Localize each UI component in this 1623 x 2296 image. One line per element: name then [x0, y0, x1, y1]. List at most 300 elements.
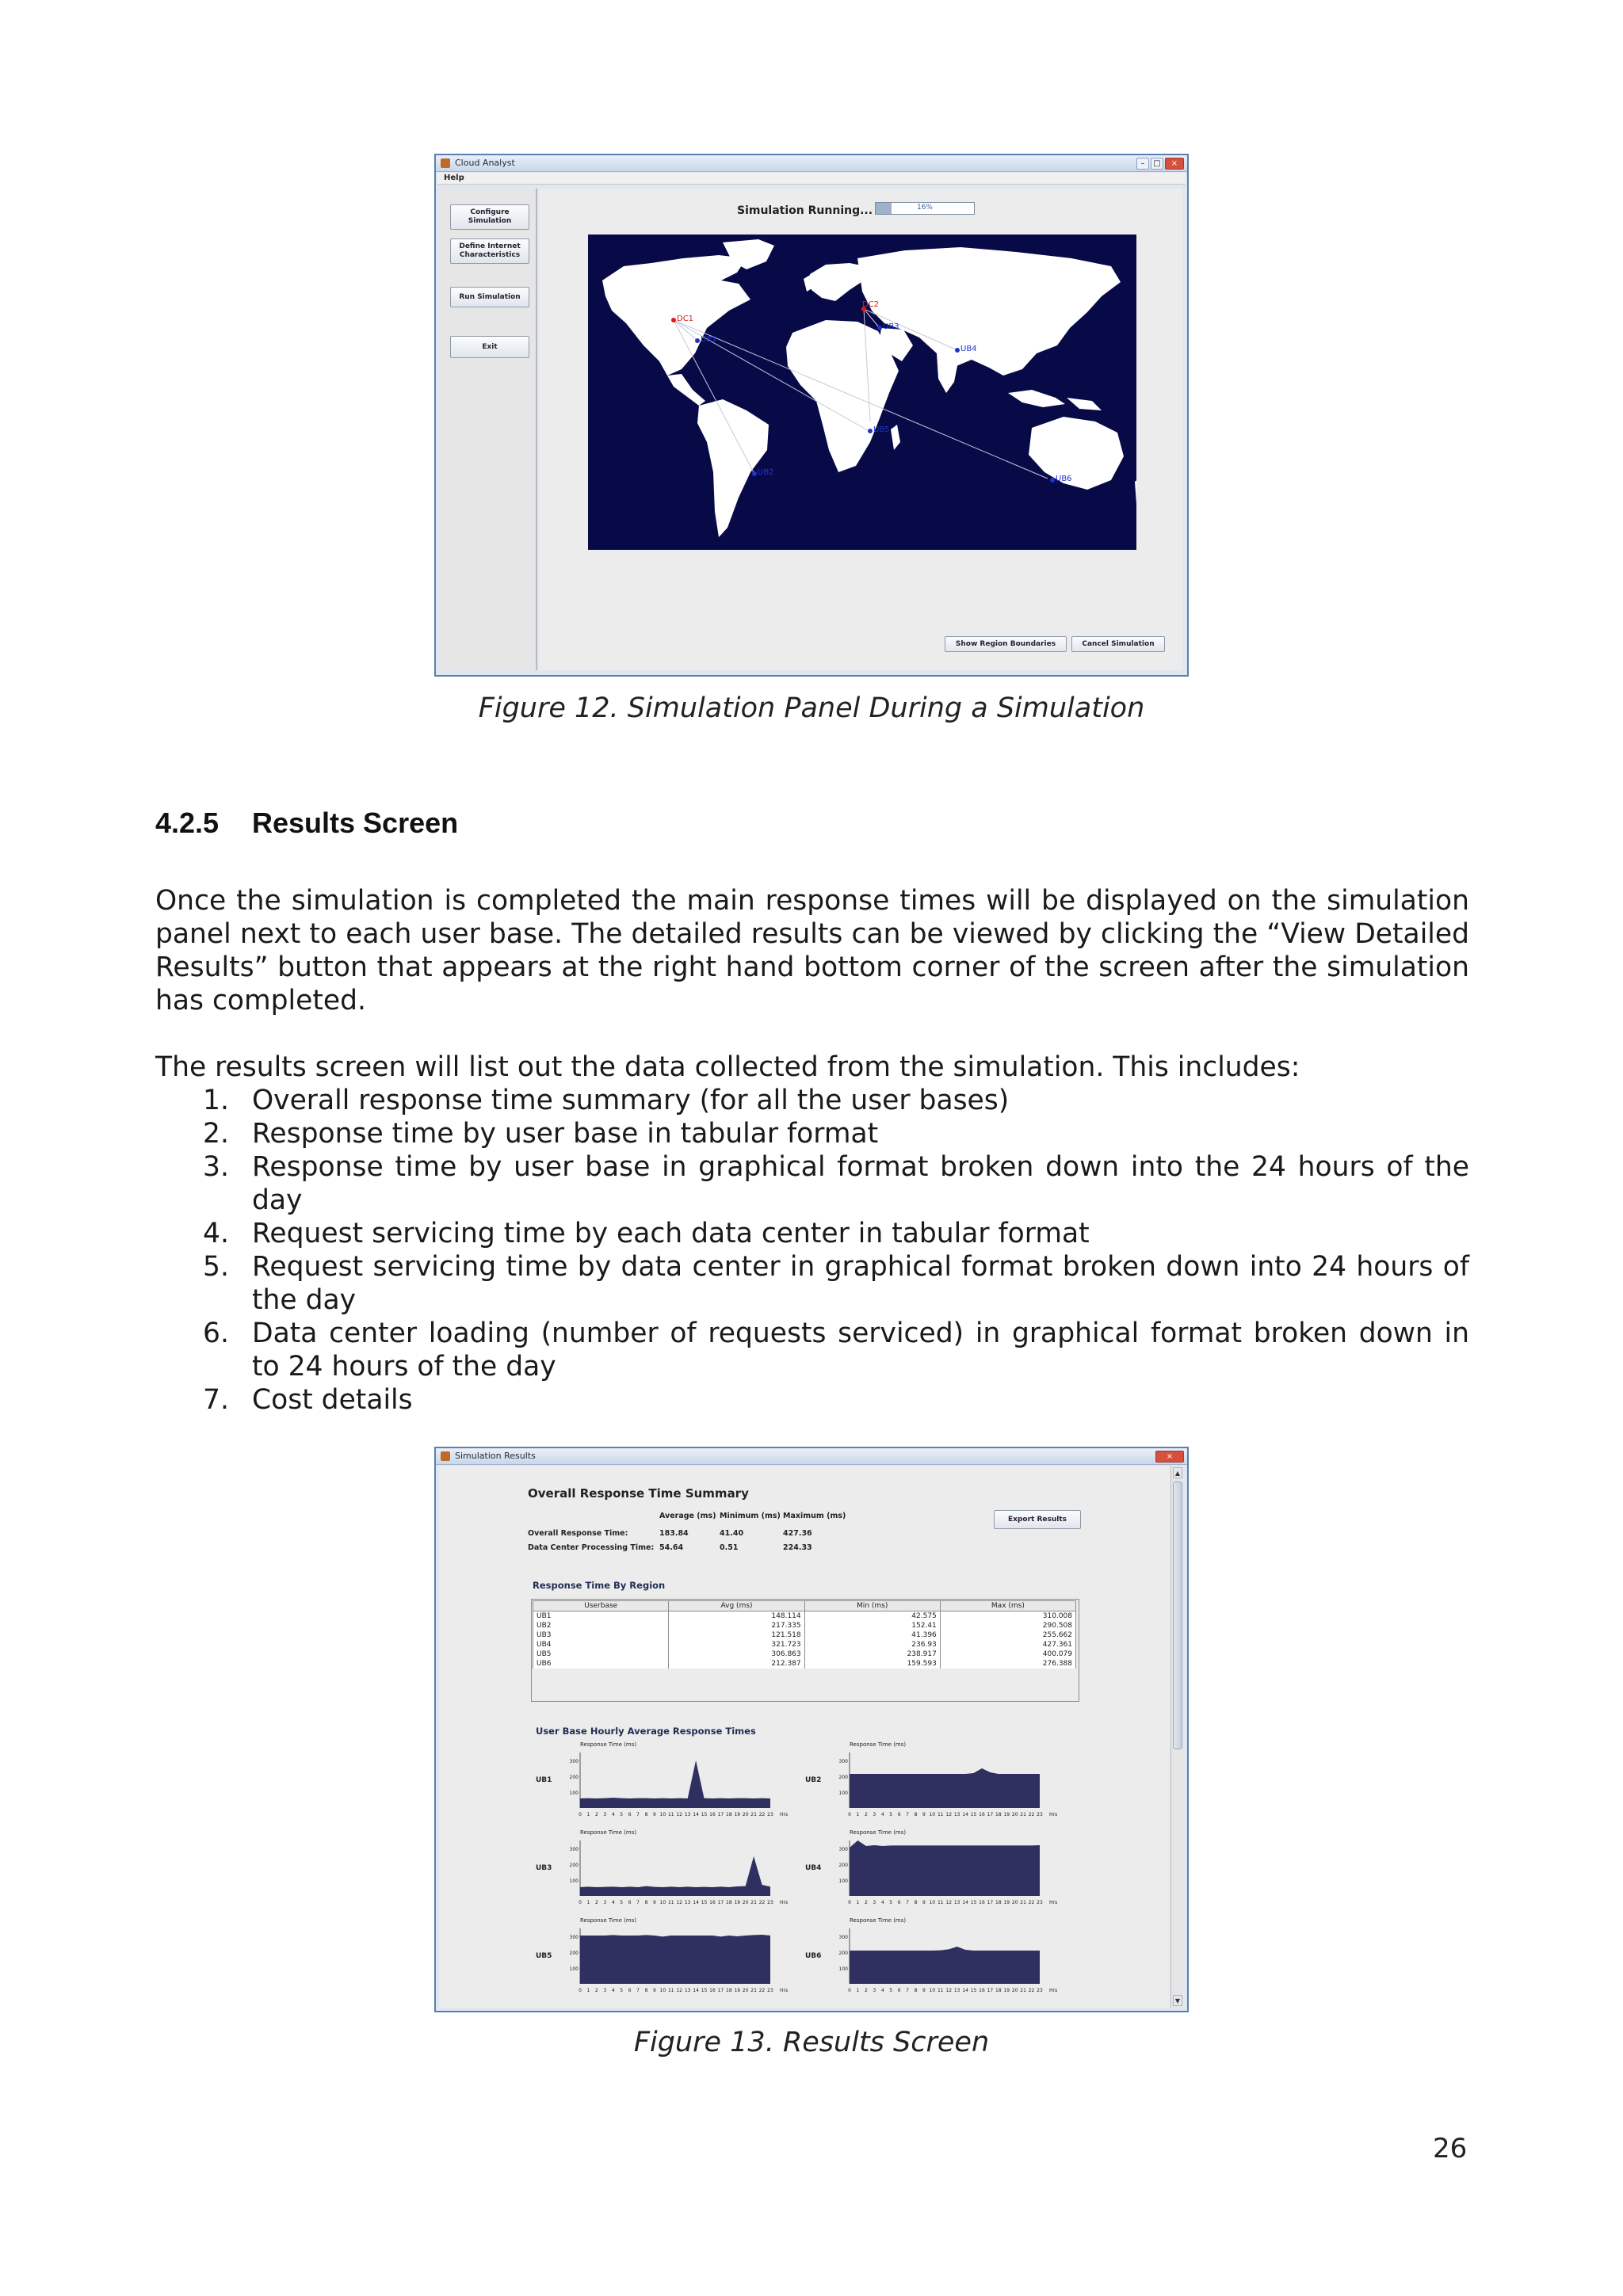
y-tick-label: 100 — [838, 1878, 848, 1884]
cell: 255.662 — [940, 1630, 1075, 1640]
x-tick-label: 3 — [873, 1900, 876, 1905]
cell: 427.361 — [940, 1640, 1075, 1650]
x-tick-label: 10 — [659, 1900, 666, 1905]
y-tick-label: 300 — [838, 1935, 848, 1940]
cell: 152.41 — [804, 1621, 940, 1630]
x-tick-label: 23 — [767, 1900, 773, 1905]
hourly-chart-ub3 — [564, 1828, 826, 1915]
table-row[interactable] — [533, 1630, 1076, 1640]
x-tick-label: 13 — [684, 1988, 691, 1993]
cell: 121.518 — [669, 1630, 804, 1640]
x-tick-label: 9 — [652, 1900, 656, 1905]
x-tick-label: 5 — [889, 1988, 893, 1993]
region-table — [533, 1600, 1076, 1669]
ub5-label: UB5 — [873, 425, 890, 434]
x-tick-label: 2 — [594, 1900, 598, 1905]
cell: 400.079 — [940, 1650, 1075, 1659]
list-text: to 24 hours of the day — [252, 1351, 556, 1383]
paragraph-1-line: panel next to each user base. The detailed results can be viewed by clicking the “View Detailed — [155, 918, 1469, 950]
list-number: 6. — [203, 1318, 229, 1349]
x-tick-label: 3 — [873, 1812, 876, 1817]
list-number: 5. — [203, 1251, 229, 1283]
paragraph-1-line: Once the simulation is completed the main response times will be displayed on the simulation — [155, 885, 1469, 917]
x-tick-label: 9 — [922, 1988, 926, 1993]
x-tick-label: 6 — [628, 1988, 632, 1993]
cell: UB1 — [533, 1611, 669, 1622]
x-tick-label: 13 — [684, 1812, 691, 1817]
paragraph-2-line: The results screen will list out the data collected from the simulation. This includes: — [155, 1051, 1300, 1083]
window-titlebar — [436, 1448, 1187, 1465]
x-tick-label: 14 — [693, 1988, 699, 1993]
export-results-button[interactable]: Export Results — [994, 1510, 1081, 1529]
maximize-icon[interactable]: □ — [1151, 158, 1163, 170]
cell: UB2 — [533, 1621, 669, 1630]
x-tick-label: 16 — [709, 1812, 716, 1817]
x-tick-label: 5 — [889, 1812, 893, 1817]
column-header[interactable]: Max (ms) — [940, 1601, 1075, 1611]
dc2-label: DC2 — [862, 300, 880, 309]
x-tick-label: 15 — [970, 1900, 977, 1905]
x-tick-label: 17 — [717, 1988, 724, 1993]
list-number: 3. — [203, 1151, 229, 1183]
cell: 217.335 — [669, 1621, 804, 1630]
x-tick-label: 7 — [636, 1988, 640, 1993]
x-tick-label: 21 — [1020, 1812, 1026, 1817]
area-series-ub2 — [850, 1768, 1040, 1808]
x-tick-label: 19 — [734, 1812, 741, 1817]
x-tick-label: 5 — [620, 1988, 624, 1993]
x-tick-label: 7 — [906, 1988, 909, 1993]
y-tick-label: 200 — [838, 1775, 848, 1780]
paragraph-1 — [155, 884, 1469, 1017]
x-axis-unit: Hrs — [1049, 1900, 1058, 1905]
x-tick-label: 23 — [1037, 1812, 1043, 1817]
list-text: the day — [252, 1284, 357, 1316]
ub3-label: UB3 — [883, 322, 899, 331]
list-item — [155, 1084, 1469, 1117]
cell: 159.593 — [804, 1659, 940, 1669]
chart-ylabel: Response Time (ms) — [580, 1741, 637, 1748]
x-tick-label: 0 — [848, 1812, 851, 1817]
x-tick-label: 8 — [644, 1988, 648, 1993]
ub1-label: UB1 — [701, 335, 717, 344]
x-tick-label: 16 — [979, 1900, 985, 1905]
ub5-marker[interactable] — [868, 429, 873, 433]
list-item — [155, 1250, 1469, 1317]
x-tick-label: 20 — [1011, 1900, 1018, 1905]
list-item — [155, 1317, 1469, 1383]
figure-13-caption: Figure 13. Results Screen — [633, 2027, 990, 2058]
define-internet-characteristics-button[interactable]: Define Internet Characteristics — [450, 238, 529, 264]
summary-header-max: Maximum (ms) — [783, 1512, 846, 1520]
y-tick-label: 200 — [838, 1863, 848, 1868]
x-tick-label: 6 — [628, 1900, 632, 1905]
cell: 321.723 — [669, 1640, 804, 1650]
menu-bar — [437, 173, 1186, 185]
cell: UB5 — [533, 1650, 669, 1659]
summary-title: Overall Response Time Summary — [528, 1486, 749, 1501]
dc1-marker[interactable] — [671, 318, 676, 322]
hourly-chart-title: User Base Hourly Average Response Times — [536, 1726, 756, 1737]
x-tick-label: 20 — [1011, 1812, 1018, 1817]
x-tick-label: 17 — [987, 1812, 994, 1817]
cell: 212.387 — [669, 1659, 804, 1669]
exit-button[interactable]: Exit — [450, 336, 529, 358]
x-tick-label: 5 — [620, 1812, 624, 1817]
x-tick-label: 1 — [586, 1900, 590, 1905]
x-axis-unit: Hrs — [1049, 1812, 1058, 1817]
x-tick-label: 18 — [995, 1812, 1002, 1817]
paragraph-1-line: Results” button that appears at the right hand bottom corner of the screen after the simulation — [155, 952, 1469, 983]
x-tick-label: 12 — [676, 1988, 683, 1993]
x-tick-label: 22 — [758, 1900, 766, 1905]
x-tick-label: 0 — [848, 1988, 851, 1993]
x-tick-label: 22 — [1028, 1812, 1035, 1817]
cell: 42.575 — [804, 1611, 940, 1622]
hourly-chart-ub5 — [564, 1916, 826, 2003]
ub2-marker[interactable] — [752, 471, 757, 476]
close-icon[interactable]: × — [1165, 158, 1184, 170]
x-tick-label: 6 — [628, 1812, 632, 1817]
ub4-label: UB4 — [960, 345, 977, 353]
world-map — [588, 235, 1136, 550]
x-tick-label: 10 — [659, 1812, 666, 1817]
x-tick-label: 23 — [767, 1988, 773, 1993]
x-tick-label: 22 — [1028, 1900, 1035, 1905]
x-tick-label: 7 — [636, 1812, 640, 1817]
x-tick-label: 2 — [864, 1900, 868, 1905]
window-title: Cloud Analyst — [455, 158, 515, 168]
x-tick-label: 22 — [758, 1812, 766, 1817]
window-titlebar — [436, 155, 1187, 172]
x-tick-label: 13 — [684, 1900, 691, 1905]
x-tick-label: 21 — [750, 1812, 757, 1817]
x-tick-label: 21 — [750, 1900, 757, 1905]
x-tick-label: 14 — [962, 1812, 968, 1817]
x-tick-label: 4 — [611, 1812, 615, 1817]
x-tick-label: 11 — [667, 1988, 674, 1993]
cell: 290.508 — [940, 1621, 1075, 1630]
x-axis-unit: Hrs — [780, 1900, 789, 1905]
x-tick-label: 13 — [953, 1812, 960, 1817]
y-tick-label: 100 — [569, 1878, 579, 1884]
summary-row-label: Data Center Processing Time: — [528, 1543, 655, 1552]
summary-row-min: 41.40 — [720, 1529, 744, 1538]
table-row[interactable] — [533, 1640, 1076, 1650]
y-tick-label: 200 — [569, 1863, 579, 1868]
cell: UB6 — [533, 1659, 669, 1669]
list-item — [155, 1117, 1469, 1150]
x-tick-label: 18 — [726, 1812, 732, 1817]
x-tick-label: 19 — [1003, 1988, 1010, 1993]
x-tick-label: 3 — [603, 1900, 607, 1905]
list-text: Request servicing time by each data center in tabular format — [252, 1218, 1090, 1249]
y-tick-label: 100 — [569, 1966, 579, 1972]
paragraph-2 — [155, 1051, 1469, 1084]
app-icon — [441, 1451, 450, 1461]
section-number: 4.2.5 — [155, 807, 220, 839]
x-tick-label: 23 — [1037, 1900, 1043, 1905]
x-tick-label: 8 — [644, 1812, 648, 1817]
y-tick-label: 200 — [838, 1951, 848, 1956]
column-header[interactable]: Userbase — [533, 1601, 669, 1611]
list-text: day — [252, 1184, 303, 1216]
x-tick-label: 6 — [897, 1812, 901, 1817]
chart-series-label: UB3 — [536, 1864, 552, 1872]
scroll-down-icon[interactable]: ▼ — [1173, 1995, 1182, 2006]
simulation-status-label: Simulation Running... — [737, 204, 873, 217]
x-tick-label: 0 — [579, 1988, 582, 1993]
list-text: Overall response time summary (for all the user bases) — [252, 1085, 1010, 1116]
menu-help[interactable]: Help — [444, 174, 464, 182]
x-tick-label: 10 — [929, 1900, 936, 1905]
x-tick-label: 13 — [953, 1988, 960, 1993]
x-tick-label: 12 — [945, 1900, 953, 1905]
x-tick-label: 12 — [945, 1812, 953, 1817]
ub1-marker[interactable] — [695, 338, 700, 343]
app-icon — [441, 158, 450, 168]
x-tick-label: 10 — [929, 1812, 936, 1817]
chart-series-label: UB5 — [536, 1952, 552, 1960]
x-axis-unit: Hrs — [780, 1812, 789, 1817]
x-tick-label: 3 — [603, 1988, 607, 1993]
region-table-title: Response Time By Region — [533, 1580, 666, 1591]
x-tick-label: 17 — [717, 1812, 724, 1817]
x-tick-label: 1 — [586, 1812, 590, 1817]
summary-row-avg: 183.84 — [659, 1529, 689, 1538]
x-tick-label: 17 — [987, 1988, 994, 1993]
hourly-chart-ub4 — [834, 1828, 1095, 1915]
page-number: 26 — [1433, 2133, 1468, 2164]
list-number: 1. — [203, 1085, 229, 1116]
chart-series-label: UB4 — [805, 1864, 822, 1872]
cell: 41.396 — [804, 1630, 940, 1640]
close-icon[interactable]: × — [1155, 1451, 1184, 1463]
x-tick-label: 23 — [767, 1812, 773, 1817]
table-row[interactable] — [533, 1650, 1076, 1659]
x-tick-label: 21 — [1020, 1900, 1026, 1905]
x-tick-label: 20 — [742, 1812, 749, 1817]
x-tick-label: 18 — [995, 1900, 1002, 1905]
list-item — [155, 1217, 1469, 1250]
summary-header-min: Minimum (ms) — [720, 1512, 781, 1520]
chart-series-label: UB1 — [536, 1776, 552, 1784]
y-tick-label: 100 — [838, 1966, 848, 1972]
column-header[interactable]: Min (ms) — [804, 1601, 940, 1611]
x-tick-label: 18 — [726, 1900, 732, 1905]
y-tick-label: 300 — [838, 1847, 848, 1852]
x-tick-label: 11 — [667, 1812, 674, 1817]
x-tick-label: 6 — [897, 1900, 901, 1905]
x-tick-label: 2 — [864, 1812, 868, 1817]
x-tick-label: 5 — [889, 1900, 893, 1905]
cell: UB4 — [533, 1640, 669, 1650]
hourly-chart-ub6 — [834, 1916, 1095, 2003]
x-tick-label: 18 — [726, 1988, 732, 1993]
x-tick-label: 20 — [742, 1988, 749, 1993]
x-tick-label: 19 — [1003, 1812, 1010, 1817]
configure-simulation-button[interactable]: Configure Simulation — [450, 204, 529, 230]
section-heading — [155, 807, 458, 840]
x-axis-unit: Hrs — [780, 1988, 789, 1993]
x-tick-label: 7 — [906, 1900, 909, 1905]
table-row[interactable] — [533, 1659, 1076, 1669]
list-number: 2. — [203, 1118, 229, 1150]
cell: UB3 — [533, 1630, 669, 1640]
x-tick-label: 11 — [937, 1988, 944, 1993]
x-tick-label: 11 — [937, 1812, 944, 1817]
x-tick-label: 8 — [914, 1988, 918, 1993]
show-region-boundaries-button[interactable]: Show Region Boundaries — [945, 636, 1067, 652]
list-number: 7. — [203, 1384, 229, 1416]
x-tick-label: 20 — [742, 1900, 749, 1905]
x-tick-label: 7 — [906, 1812, 909, 1817]
area-series-ub6 — [850, 1947, 1040, 1984]
list-text: Response time by user base in tabular format — [252, 1118, 879, 1150]
x-tick-label: 0 — [579, 1812, 582, 1817]
y-tick-label: 300 — [569, 1759, 579, 1764]
ub4-marker[interactable] — [955, 348, 960, 353]
x-tick-label: 9 — [922, 1812, 926, 1817]
table-row[interactable] — [533, 1611, 1076, 1622]
x-tick-label: 12 — [945, 1988, 953, 1993]
progress-text: 16% — [916, 204, 933, 212]
world-map-graphic — [588, 235, 1136, 550]
figure-12-caption: Figure 12. Simulation Panel During a Simulation — [478, 692, 1145, 724]
x-tick-label: 15 — [701, 1900, 708, 1905]
x-tick-label: 17 — [717, 1900, 724, 1905]
x-tick-label: 4 — [611, 1988, 615, 1993]
vertical-scrollbar[interactable] — [1170, 1466, 1184, 2008]
x-tick-label: 14 — [962, 1988, 968, 1993]
x-tick-label: 7 — [636, 1900, 640, 1905]
x-tick-label: 8 — [914, 1812, 918, 1817]
summary-row-avg: 54.64 — [659, 1543, 684, 1552]
area-series-ub1 — [580, 1760, 770, 1808]
x-tick-label: 18 — [995, 1988, 1002, 1993]
x-tick-label: 12 — [676, 1900, 683, 1905]
x-tick-label: 4 — [880, 1812, 884, 1817]
x-tick-label: 14 — [962, 1900, 968, 1905]
area-series-ub5 — [580, 1935, 770, 1984]
cell: 310.008 — [940, 1611, 1075, 1622]
x-tick-label: 19 — [734, 1900, 741, 1905]
x-tick-label: 15 — [970, 1988, 977, 1993]
x-tick-label: 4 — [611, 1900, 615, 1905]
ub3-marker[interactable] — [877, 326, 882, 330]
chart-ylabel: Response Time (ms) — [850, 1917, 907, 1924]
x-tick-label: 1 — [586, 1988, 590, 1993]
table-row[interactable] — [533, 1621, 1076, 1630]
x-tick-label: 15 — [701, 1812, 708, 1817]
x-tick-label: 9 — [652, 1988, 656, 1993]
summary-row-label: Overall Response Time: — [528, 1529, 628, 1538]
minimize-icon[interactable]: – — [1136, 158, 1149, 170]
list-text: Data center loading (number of requests serviced) in graphical format broken down in — [252, 1318, 1469, 1349]
x-tick-label: 8 — [914, 1900, 918, 1905]
x-tick-label: 4 — [880, 1900, 884, 1905]
x-tick-label: 11 — [937, 1900, 944, 1905]
column-header[interactable]: Avg (ms) — [669, 1601, 804, 1611]
dc1-label: DC1 — [677, 315, 694, 323]
x-tick-label: 10 — [659, 1988, 666, 1993]
scrollbar-thumb[interactable] — [1173, 1482, 1182, 1749]
x-tick-label: 15 — [701, 1988, 708, 1993]
x-tick-label: 2 — [594, 1812, 598, 1817]
list-text: Response time by user base in graphical format broken down into the 24 hours of the — [252, 1151, 1469, 1183]
cancel-simulation-button[interactable]: Cancel Simulation — [1071, 636, 1165, 652]
x-tick-label: 22 — [1028, 1988, 1035, 1993]
run-simulation-button[interactable]: Run Simulation — [450, 287, 529, 307]
y-tick-label: 300 — [569, 1847, 579, 1852]
x-tick-label: 11 — [667, 1900, 674, 1905]
ub6-marker[interactable] — [1050, 478, 1055, 482]
x-tick-label: 23 — [1037, 1988, 1043, 1993]
x-tick-label: 12 — [676, 1812, 683, 1817]
x-tick-label: 20 — [1011, 1988, 1018, 1993]
cell: 306.863 — [669, 1650, 804, 1659]
y-tick-label: 200 — [569, 1775, 579, 1780]
simulation-results-window — [434, 1447, 1189, 2012]
y-tick-label: 100 — [569, 1791, 579, 1796]
x-tick-label: 3 — [873, 1988, 876, 1993]
summary-row-max: 427.36 — [783, 1529, 812, 1538]
results-list — [155, 1084, 1469, 1417]
x-tick-label: 1 — [856, 1812, 860, 1817]
area-series-ub4 — [850, 1840, 1040, 1896]
x-tick-label: 10 — [929, 1988, 936, 1993]
x-tick-label: 19 — [734, 1988, 741, 1993]
x-tick-label: 17 — [987, 1900, 994, 1905]
x-tick-label: 6 — [897, 1988, 901, 1993]
x-tick-label: 0 — [579, 1900, 582, 1905]
list-text: Request servicing time by data center in graphical format broken down into 24 hours of — [252, 1251, 1469, 1283]
chart-ylabel: Response Time (ms) — [580, 1829, 637, 1836]
left-button-panel — [439, 189, 537, 670]
cell: 148.114 — [669, 1611, 804, 1622]
list-text: Cost details — [252, 1384, 413, 1416]
x-tick-label: 21 — [1020, 1988, 1026, 1993]
y-tick-label: 200 — [569, 1951, 579, 1956]
window-title: Simulation Results — [455, 1451, 536, 1461]
ub6-label: UB6 — [1056, 475, 1072, 483]
scroll-up-icon[interactable]: ▲ — [1173, 1467, 1182, 1478]
x-tick-label: 19 — [1003, 1900, 1010, 1905]
summary-header-avg: Average (ms) — [659, 1512, 716, 1520]
x-tick-label: 14 — [693, 1900, 699, 1905]
x-tick-label: 1 — [856, 1900, 860, 1905]
y-tick-label: 300 — [569, 1935, 579, 1940]
x-tick-label: 5 — [620, 1900, 624, 1905]
list-item — [155, 1383, 1469, 1417]
x-tick-label: 0 — [848, 1900, 851, 1905]
chart-series-label: UB2 — [805, 1776, 822, 1784]
continents — [602, 239, 1136, 537]
x-tick-label: 21 — [750, 1988, 757, 1993]
paragraph-1-line: has completed. — [155, 985, 366, 1016]
chart-ylabel: Response Time (ms) — [580, 1917, 637, 1924]
chart-ylabel: Response Time (ms) — [850, 1741, 907, 1748]
x-tick-label: 2 — [594, 1988, 598, 1993]
x-tick-label: 1 — [856, 1988, 860, 1993]
x-tick-label: 14 — [693, 1812, 699, 1817]
area-series-ub3 — [580, 1856, 770, 1896]
x-tick-label: 16 — [709, 1988, 716, 1993]
x-tick-label: 2 — [864, 1988, 868, 1993]
x-tick-label: 13 — [953, 1900, 960, 1905]
ub2-label: UB2 — [758, 468, 774, 477]
x-tick-label: 16 — [979, 1812, 985, 1817]
